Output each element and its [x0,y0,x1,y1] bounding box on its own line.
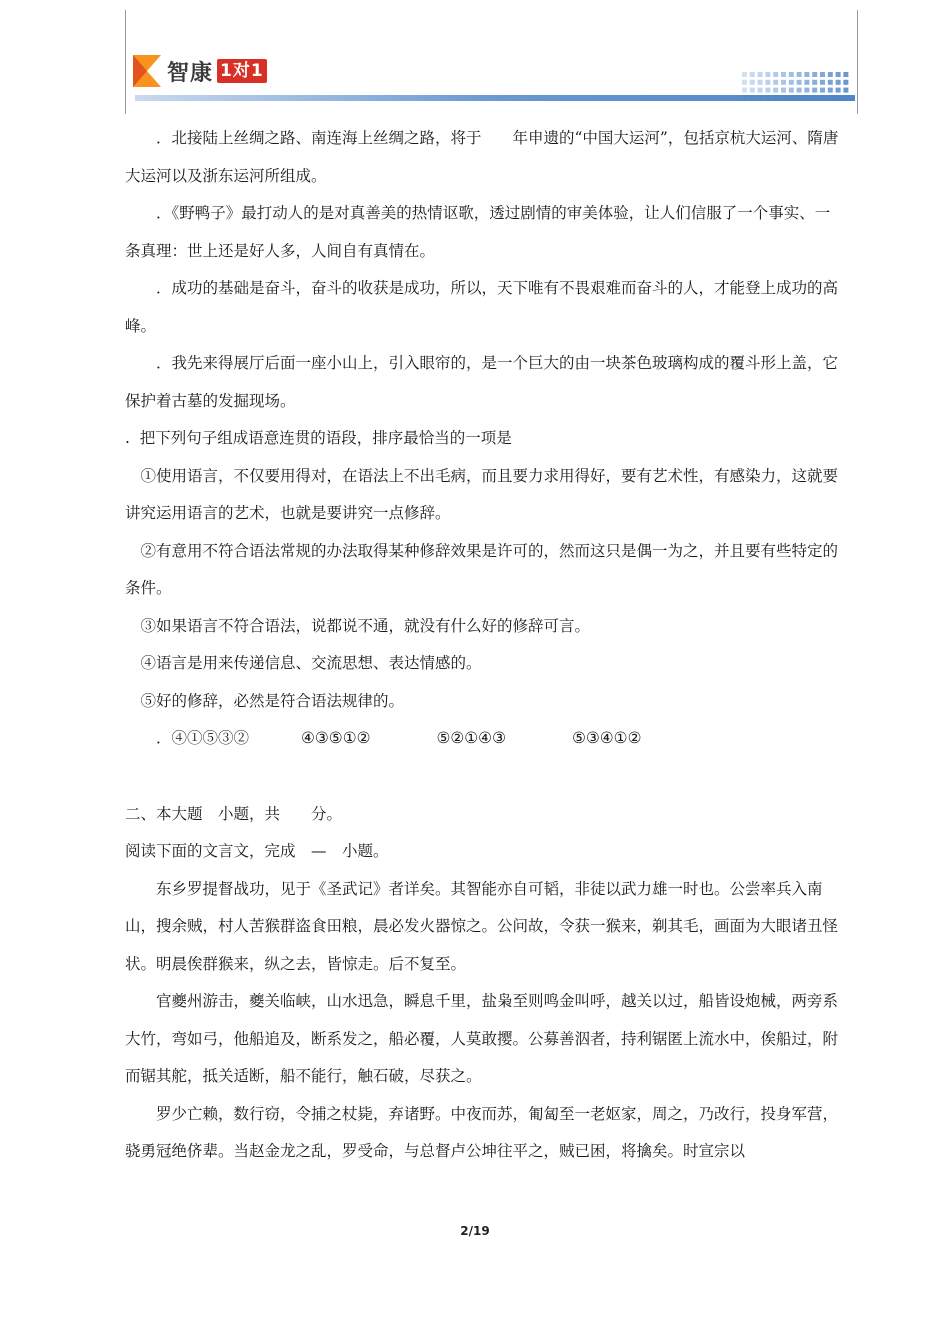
header-dot [742,80,747,85]
header-dot [765,72,770,77]
header-dot [804,80,809,85]
header-dot [812,88,817,93]
header-dot [758,80,763,85]
sentence-1: ①使用语言，不仅要用得对，在语法上不出毛病，而且要力求用得好，要有艺术性，有感染力，这就要讲究运用语言的艺术，也就是要讲究一点修辞。 [125,466,839,522]
passage-paragraph-1: 东乡罗提督战功，见于《圣武记》者详矣。其智能亦自可韬，非徒以武力雄一时也。公尝率兵入南山，搜余贼，村人苦猴群盗食田粮，晨必发火器惊之。公问故，令获一猴来，剃其毛，画面为大眼诸丑怪状。明晨俟群猴来，纵之去，皆惊走。后不复至。 [125,879,839,973]
passage-paragraph-3: 罗少亡赖，数行窃，令捕之杖毙，弃诸野。中夜而苏，匍匐至一老妪家，周之，乃改行，投身军营，骁勇冠绝侪辈。当赵金龙之乱，罗受命，与总督卢公坤往平之，贼已困，将擒矣。时宣宗以 [125,1104,839,1160]
header-dot [797,95,802,100]
header-dot [750,95,755,100]
answer-options [125,720,840,758]
header-dot-pattern [742,72,852,104]
header-dot [843,72,848,77]
header-dot [781,88,786,93]
statement-d: ．我先来得展厅后面一座小山上，引入眼帘的，是一个巨大的由一块茶色玻璃构成的覆斗形上盖，它保护着古墓的发掘现场。 [125,354,839,410]
header-dot [789,95,794,100]
option-a: ．④①⑤③② [156,729,250,747]
sentence-5: ⑤好的修辞，必然是符合语法规律的。 [140,691,405,710]
header-dot [789,72,794,77]
header-dot [773,72,778,77]
brand-logo [133,55,267,87]
header-dot [828,95,833,100]
header-dot [828,72,833,77]
header-dot [828,80,833,85]
option-d: ⑤③④①② [571,729,642,747]
header-dot [820,88,825,93]
header-dot [781,72,786,77]
header-dot [765,88,770,93]
page-content [125,120,840,1171]
statement-c: ．成功的基础是奋斗，奋斗的收获是成功，所以，天下唯有不畏艰难而奋斗的人，才能登上成功的高峰。 [125,279,839,335]
header-dot [758,95,763,100]
header-dot [836,80,841,85]
header-dot [773,80,778,85]
sentence-3: ③如果语言不符合语法，说都说不通，就没有什么好的修辞可言。 [140,616,591,635]
header-dot [820,72,825,77]
option-b: ④③⑤①② [301,729,371,747]
header-border-right [857,10,858,114]
logo-badge: 1对1 [217,59,267,83]
header-dot [843,80,848,85]
header-dot [843,95,848,100]
spacer [125,758,840,796]
statement-a: ．北接陆上丝绸之路、南连海上丝绸之路，将于 年申遗的“中国大运河”，包括京杭大运河、隋唐大运河以及浙东运河所组成。 [125,129,839,185]
header-dot [750,80,755,85]
header-dot [836,88,841,93]
header-border-left [125,10,126,114]
header-dot [781,80,786,85]
logo-mark-icon [133,55,161,87]
header-dot [836,72,841,77]
header-dot [797,72,802,77]
header-dot [820,80,825,85]
header-dot [828,88,833,93]
statement-b: ．《野鸭子》最打动人的是对真善美的热情讴歌，透过剧情的审美体验，让人们信服了一个事实、一条真理：世上还是好人多，人间自有真情在。 [125,204,831,260]
header-dot [789,88,794,93]
header-dot [773,95,778,100]
header-dot [750,88,755,93]
question-prompt: . 把下列句子组成语意连贯的语段，排序最恰当的一项是 [125,429,512,447]
header-dot [797,88,802,93]
header-dot [804,72,809,77]
header-dot [836,95,841,100]
logo-text [167,56,267,87]
page-number: 2/19 [460,1224,490,1238]
header-dot [765,95,770,100]
header-dot [742,72,747,77]
header-dot [812,80,817,85]
reading-instruction: 阅读下面的文言文，完成 — 小题。 [125,842,389,860]
header-dot [750,72,755,77]
section-title: 二、本大题 小题，共 分。 [125,804,343,823]
header-dot [742,88,747,93]
header-dot [789,80,794,85]
logo-name: 智康 [167,60,214,86]
header-dot [812,72,817,77]
passage-paragraph-2: 官夔州游击，夔关临峡，山水迅急，瞬息千里，盐枭至则鸣金叫呼，越关以过，船皆设炮械，两旁系大竹，弯如弓，他船追及，断系发之，船必覆，人莫敢撄。公募善泅者，持利锯匿上流水中，俟船过，附而锯其舵，抵关适断，船不能行，触石破，尽获之。 [125,992,839,1085]
header-dot [765,80,770,85]
header-dot [758,88,763,93]
header-dot [843,88,848,93]
header-dot [797,80,802,85]
option-c: ⑤②①④③ [436,729,506,747]
header-dot [812,95,817,100]
header-dot [781,95,786,100]
header-dot [820,95,825,100]
header-dot [804,95,809,100]
header-dot [804,88,809,93]
sentence-2: ②有意用不符合语法常规的办法取得某种修辞效果是许可的，然而这只是偶一为之，并且要有些特定的条件。 [125,541,839,597]
header-dot [758,72,763,77]
header-dot [742,95,747,100]
header-dot [773,88,778,93]
sentence-4: ④语言是用来传递信息、交流思想、表达情感的。 [140,654,482,672]
